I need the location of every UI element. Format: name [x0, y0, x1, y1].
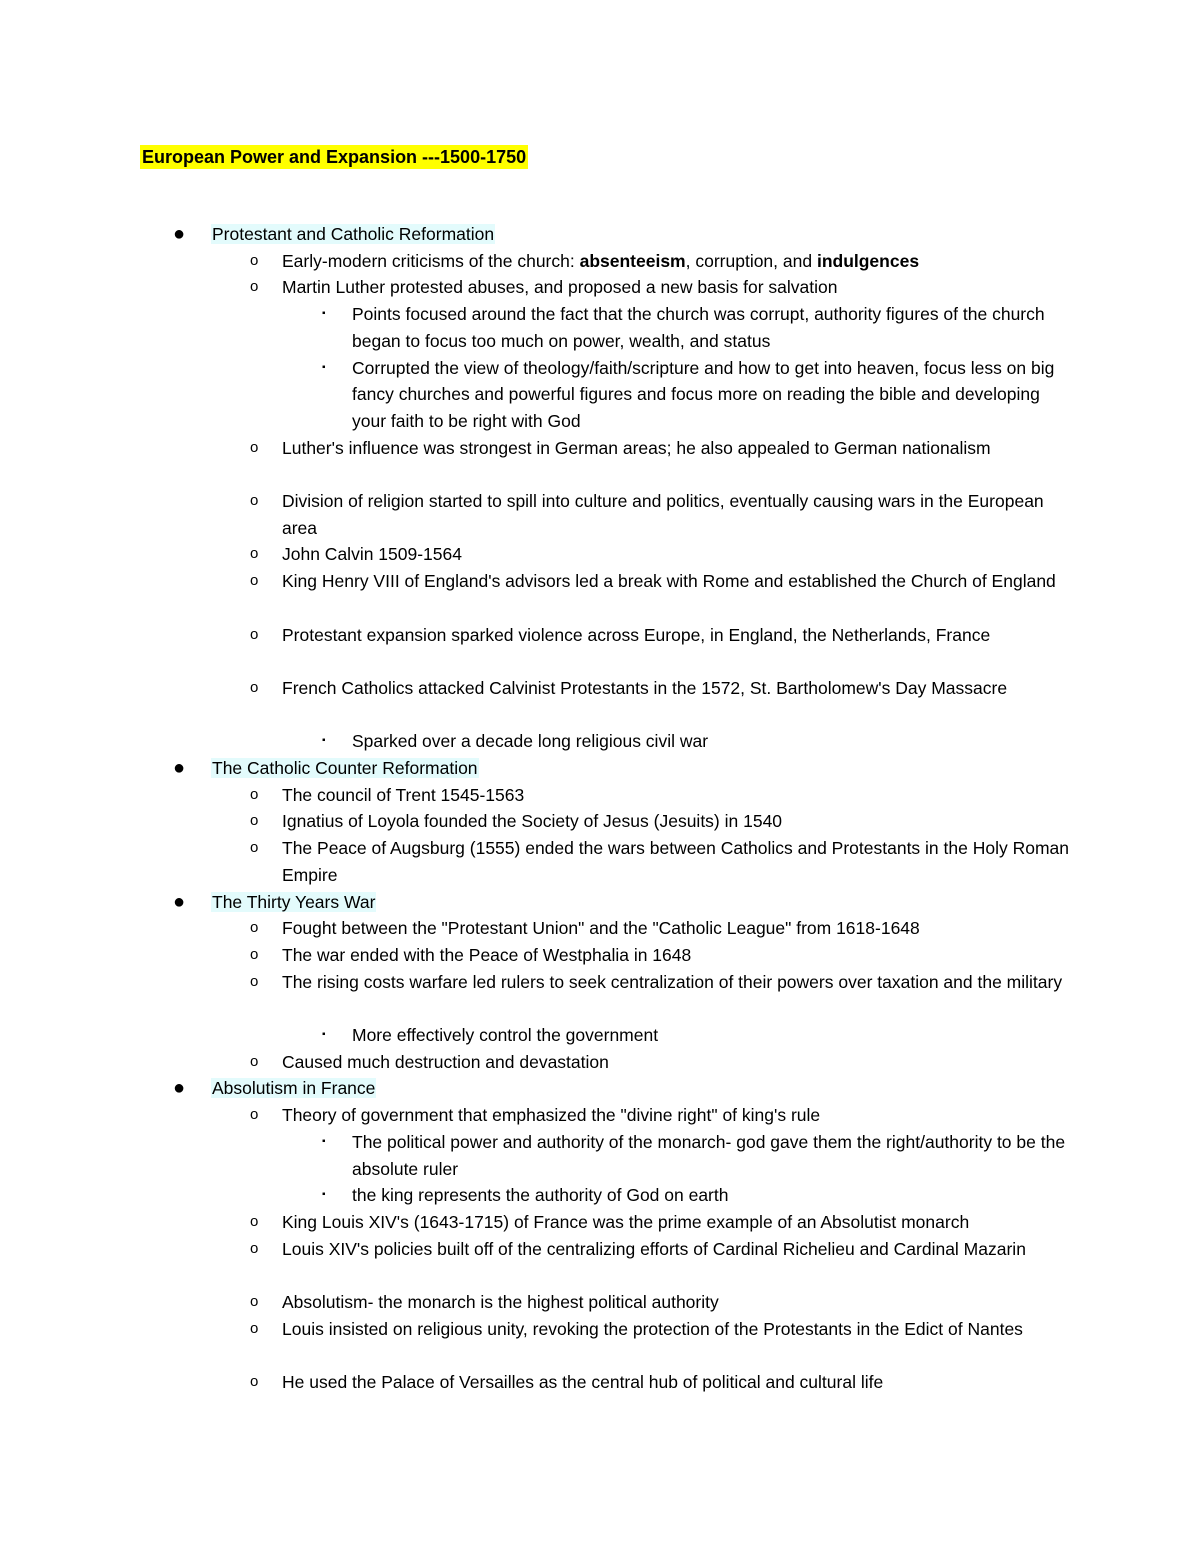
item-text: Absolutism in France [212, 1078, 376, 1099]
list-item [250, 1049, 1072, 1076]
list-item [250, 782, 1072, 809]
sub-list-item [322, 1022, 1072, 1049]
circle-bullet-icon: o [250, 438, 259, 456]
item-text: More effectively control the government [352, 1025, 659, 1045]
section-heading [173, 221, 1071, 248]
item-text: Sparked over a decade long religious civil war [352, 731, 709, 752]
sub-list-item [322, 1182, 1072, 1209]
circle-bullet-icon: o [250, 545, 259, 563]
square-bullet-icon: ▪ [322, 308, 326, 320]
item-text: The council of Trent 1545-1563 [282, 784, 525, 805]
list-item [250, 915, 1072, 942]
item-text: Corrupted the view of theology/faith/scripture and how to get into heaven, focus less on big fancy churches and powerful figures and focus more on reading the bible and developing your faith to be right with God [352, 357, 1055, 431]
circle-bullet-icon: o [250, 1319, 259, 1337]
square-bullet-icon: ▪ [322, 735, 326, 747]
item-text-part: indulgences [816, 250, 920, 271]
circle-bullet-icon: o [250, 945, 259, 963]
page-title: European Power and Expansion ---1500-1750 [142, 147, 527, 167]
list-item [250, 1316, 1072, 1343]
list-item [250, 435, 1072, 462]
item-text: The political power and authority of the monarch- god gave them the right/authority to be the absolute ruler [352, 1131, 1066, 1179]
sub-list-item [322, 355, 1072, 435]
circle-bullet-icon: o [250, 492, 259, 509]
section-heading [173, 889, 1071, 916]
item-text: the king represents the authority of God on earth [352, 1185, 729, 1206]
circle-bullet-icon: o [250, 251, 259, 269]
circle-bullet-icon: o [250, 1052, 259, 1070]
section-heading [173, 755, 1071, 782]
item-text: Protestant and Catholic Reformation [212, 224, 495, 244]
item-text: Louis insisted on religious unity, revoking the protection of the Protestants in the Edict of Nantes [282, 1318, 1023, 1339]
list-item [250, 488, 1072, 541]
item-text: John Calvin 1509-1564 [282, 544, 462, 565]
item-text: Theory of government that emphasized the "divine right" of king's rule [282, 1105, 821, 1126]
item-text: Louis XIV's policies built off of the centralizing efforts of Cardinal Richelieu and Cardinal Mazarin [282, 1238, 1026, 1259]
item-text: The war ended with the Peace of Westphalia in 1648 [282, 944, 692, 965]
item-text: Luther's influence was strongest in German areas; he also appealed to German nationalism [282, 437, 991, 458]
item-text: Division of religion started to spill into culture and politics, eventually causing wars in the European area [282, 491, 1044, 538]
list-item [250, 1209, 1072, 1236]
circle-bullet-icon: o [250, 839, 259, 857]
disc-bullet-icon: ● [173, 890, 186, 913]
circle-bullet-icon: o [250, 572, 259, 590]
item-text-part: Early-modern criticisms of the church: [282, 250, 580, 271]
list-item [250, 1102, 1072, 1129]
sub-list-item [322, 301, 1072, 354]
list-item [250, 942, 1072, 969]
item-text: The rising costs warfare led rulers to seek centralization of their powers over taxation and the military [282, 971, 1063, 992]
list-item [250, 248, 1072, 275]
circle-bullet-icon: o [250, 1239, 259, 1257]
item-text: Absolutism- the monarch is the highest political authority [282, 1292, 719, 1312]
item-text: The Peace of Augsburg (1555) ended the wars between Catholics and Protestants in the Holy Roman Empire [282, 838, 1069, 885]
item-text: Protestant expansion sparked violence across Europe, in England, the Netherlands, France [282, 624, 991, 645]
item-text: Points focused around the fact that the church was corrupt, authority figures of the church began to focus too much on power, wealth, and status [352, 304, 1045, 351]
circle-bullet-icon: o [250, 972, 259, 990]
list-item [250, 541, 1072, 568]
disc-bullet-icon: ● [173, 223, 186, 245]
list-item [250, 274, 1072, 301]
disc-bullet-icon: ● [173, 1077, 186, 1100]
list-item [250, 675, 1072, 702]
circle-bullet-icon: o [250, 785, 259, 803]
square-bullet-icon: ▪ [322, 361, 326, 373]
list-item [250, 808, 1072, 835]
item-text-part: absenteeism [579, 250, 686, 271]
circle-bullet-icon: o [250, 1212, 259, 1230]
square-bullet-icon: ▪ [322, 1029, 326, 1040]
circle-bullet-icon: o [250, 678, 259, 696]
circle-bullet-icon: o [250, 919, 259, 937]
circle-bullet-icon: o [250, 1106, 259, 1124]
list-item [250, 568, 1072, 595]
sub-list-item [322, 728, 1072, 755]
item-text: Fought between the "Protestant Union" and the "Catholic League" from 1618-1648 [282, 918, 920, 939]
list-item [250, 622, 1072, 649]
item-text: French Catholics attacked Calvinist Protestants in the 1572, St. Bartholomew's Day Massacre [282, 677, 1008, 698]
circle-bullet-icon: o [250, 1293, 259, 1310]
disc-bullet-icon: ● [173, 757, 186, 779]
section-heading [173, 1075, 1071, 1102]
circle-bullet-icon: o [250, 812, 259, 830]
circle-bullet-icon: o [250, 1373, 259, 1391]
item-text-part: , corruption, and [685, 250, 817, 271]
item-text: He used the Palace of Versailles as the central hub of political and cultural life [282, 1372, 884, 1393]
item-text [282, 251, 919, 271]
circle-bullet-icon: o [250, 278, 259, 296]
item-text: Ignatius of Loyola founded the Society of Jesus (Jesuits) in 1540 [282, 811, 783, 832]
item-text: Martin Luther protested abuses, and proposed a new basis for salvation [282, 277, 838, 298]
list-item [250, 835, 1072, 888]
item-text: The Thirty Years War [212, 891, 376, 912]
item-text: Caused much destruction and devastation [282, 1051, 609, 1072]
list-item [250, 969, 1072, 996]
list-item [250, 1236, 1072, 1263]
square-bullet-icon: ▪ [322, 1189, 326, 1201]
list-item [250, 1369, 1072, 1396]
item-text: King Henry VIII of England's advisors led a break with Rome and established the Church of England [282, 571, 1056, 592]
square-bullet-icon: ▪ [322, 1135, 326, 1147]
item-text: The Catholic Counter Reformation [212, 758, 478, 778]
circle-bullet-icon: o [250, 625, 259, 643]
item-text: King Louis XIV's (1643-1715) of France was the prime example of an Absolutist monarch [282, 1211, 970, 1232]
sub-list-item [322, 1129, 1072, 1182]
list-item [250, 1289, 1072, 1316]
